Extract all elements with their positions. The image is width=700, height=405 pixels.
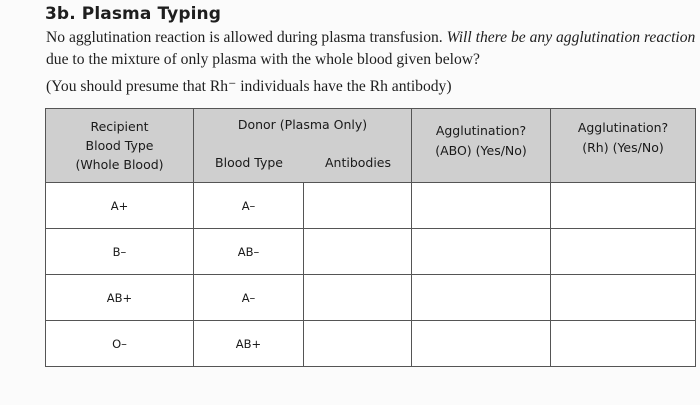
cell-antibodies[interactable]	[304, 321, 412, 367]
instructions-text: No agglutination reaction is allowed during plasma transfusion.	[46, 29, 447, 46]
header-agg-rh-line1: Agglutination?	[577, 120, 669, 135]
header-donor-blood-type: Blood Type	[215, 155, 283, 170]
header-donor-block	[194, 109, 411, 182]
cell-donor-type: AB–	[194, 229, 304, 275]
header-donor-antibodies: Antibodies	[324, 155, 392, 170]
header-recipient-line2: Blood Type	[85, 138, 154, 153]
plasma-typing-grid	[45, 108, 696, 367]
cell-agg-abo[interactable]	[412, 229, 551, 275]
section-title: 3b. Plasma Typing	[45, 4, 221, 24]
header-donor-subcells	[194, 138, 411, 182]
cell-agg-abo[interactable]	[412, 275, 551, 321]
instructions-question: Will there be any agglutination reaction	[446, 29, 696, 46]
header-recipient-line3: (Whole Blood)	[75, 157, 164, 172]
table-row	[46, 229, 696, 275]
cell-agg-abo[interactable]	[412, 321, 551, 367]
cell-agg-abo[interactable]	[412, 183, 551, 229]
cell-recipient: O–	[46, 321, 194, 367]
cell-antibodies[interactable]	[304, 183, 412, 229]
table-header-row	[46, 109, 696, 183]
cell-antibodies[interactable]	[304, 275, 412, 321]
cell-agg-rh[interactable]	[551, 275, 696, 321]
plasma-typing-table	[45, 108, 695, 405]
cell-agg-rh[interactable]	[551, 321, 696, 367]
header-agg-rh	[551, 109, 696, 183]
instructions-paragraph	[46, 27, 696, 71]
rh-note: (You should presume that Rh⁻ individuals have the Rh antibody)	[46, 78, 452, 95]
header-agg-abo-line1: Agglutination?	[435, 123, 527, 138]
header-agg-abo	[412, 109, 551, 183]
header-agg-abo-line2: (ABO) (Yes/No)	[435, 143, 527, 158]
table-row	[46, 275, 696, 321]
cell-donor-type: A–	[194, 183, 304, 229]
cell-donor-type: AB+	[194, 321, 304, 367]
cell-recipient: B–	[46, 229, 194, 275]
instructions-text-end: due to the mixture of only plasma with the whole blood given below?	[46, 51, 480, 68]
cell-agg-rh[interactable]	[551, 229, 696, 275]
header-agg-rh-line2: (Rh) (Yes/No)	[582, 140, 664, 155]
cell-recipient: AB+	[46, 275, 194, 321]
header-donor-group: Donor (Plasma Only)	[237, 117, 368, 132]
cell-recipient: A+	[46, 183, 194, 229]
header-recipient-line1: Recipient	[90, 119, 149, 134]
table-row	[46, 183, 696, 229]
table-row	[46, 321, 696, 367]
header-recipient	[46, 109, 194, 183]
cell-agg-rh[interactable]	[551, 183, 696, 229]
header-donor	[194, 109, 412, 183]
cell-donor-type: A–	[194, 275, 304, 321]
cell-antibodies[interactable]	[304, 229, 412, 275]
